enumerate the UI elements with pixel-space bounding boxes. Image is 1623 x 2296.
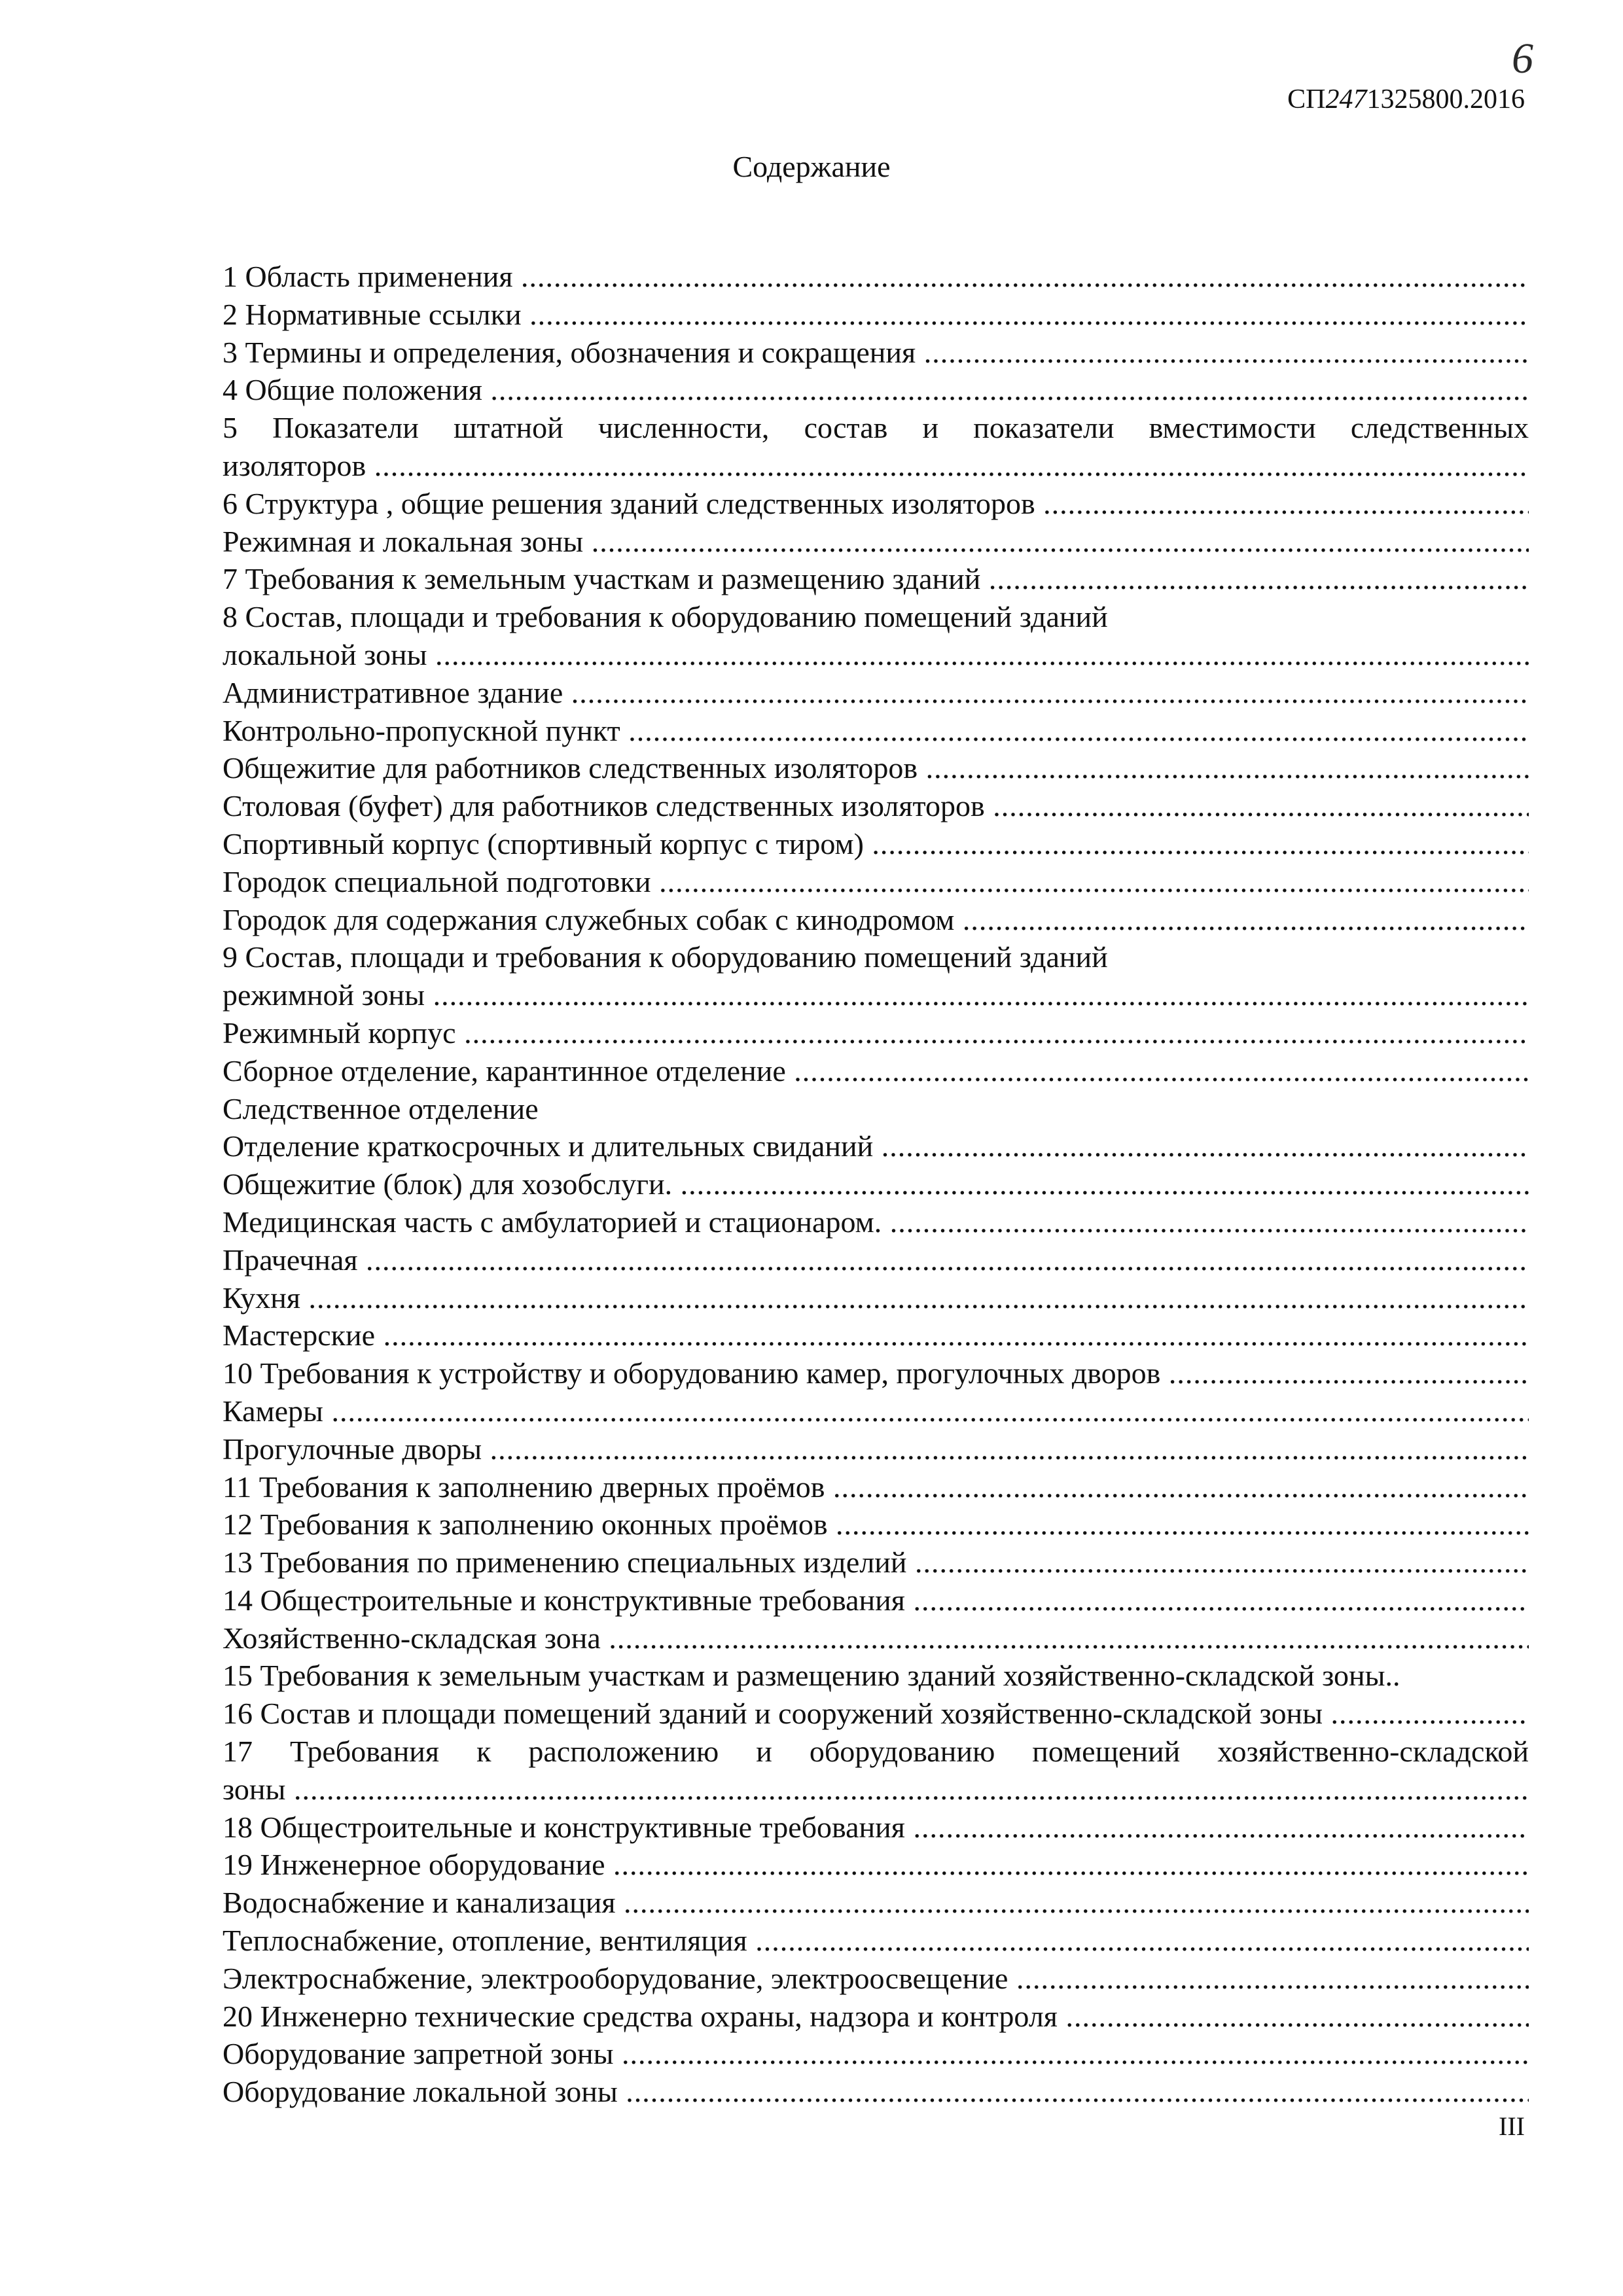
- roman-page-number: III: [1499, 2111, 1525, 2141]
- toc-entry: Камеры .....: [223, 1392, 1529, 1430]
- toc-entry: Сборное отделение, карантинное отделение .....: [223, 1052, 1529, 1090]
- toc-entry: Оборудование локальной зоны .....: [223, 2073, 1529, 2111]
- toc-entry: Контрольно-пропускной пункт .....: [223, 712, 1529, 750]
- toc-entry: Медицинская часть с амбулаторией и стационаром. .....: [223, 1203, 1529, 1241]
- toc-entry: Хозяйственно-складская зона .....: [223, 1619, 1529, 1657]
- document-code-handwritten: 247: [1325, 84, 1367, 115]
- toc-entry: 18 Общестроительные и конструктивные требования .....: [223, 1809, 1529, 1846]
- toc-entry: 2 Нормативные ссылки .....: [223, 296, 1529, 334]
- toc-entry: Столовая (буфет) для работников следственных изоляторов .....: [223, 787, 1529, 825]
- toc-entry: изоляторов .....: [223, 447, 1529, 485]
- handwritten-page-number: 6: [1512, 35, 1533, 82]
- toc-entry: 11 Требования к заполнению дверных проёмов .....: [223, 1468, 1529, 1506]
- toc-entry: 6 Структура , общие решения зданий следственных изоляторов .....: [223, 485, 1529, 523]
- toc-entry: Прогулочные дворы .....: [223, 1430, 1529, 1468]
- toc-entry: 9 Состав, площади и требования к оборудованию помещений зданий: [223, 940, 1108, 974]
- toc-entry: 14 Общестроительные и конструктивные требования .....: [223, 1581, 1529, 1619]
- toc-entry: Теплоснабжение, отопление, вентиляция .....: [223, 1922, 1529, 1960]
- toc-entry: Водоснабжение и канализация .....: [223, 1884, 1529, 1922]
- toc-entry: 8 Состав, площади и требования к оборудованию помещений зданий: [223, 600, 1108, 634]
- toc-entry: 3 Термины и определения, обозначения и сокращения .....: [223, 334, 1529, 372]
- toc-entry: Режимный корпус .....: [223, 1014, 1529, 1052]
- toc-entry: 15 Требования к земельным участкам и размещению зданий хозяйственно-складской зоны..: [223, 1659, 1400, 1693]
- page-title: Содержание: [732, 150, 891, 183]
- toc-entry: 17 Требования к расположению и оборудованию помещений хозяйственно-складской: [223, 1735, 1529, 1769]
- toc-entry: Оборудование запретной зоны .....: [223, 2035, 1529, 2073]
- toc-entry: Общежитие (блок) для хозобслуги. .....: [223, 1165, 1529, 1203]
- toc-entry: 13 Требования по применению специальных изделий .....: [223, 1544, 1529, 1581]
- toc-entry: 7 Требования к земельным участкам и размещению зданий .....: [223, 560, 1529, 598]
- toc-entry: Городок специальной подготовки .....: [223, 863, 1529, 901]
- toc-entry: 4 Общие положения .....: [223, 371, 1529, 409]
- toc-entry: 10 Требования к устройству и оборудованию камер, прогулочных дворов .....: [223, 1354, 1529, 1392]
- document-code-suffix: 1325800.2016: [1366, 84, 1525, 115]
- table-of-contents: [223, 258, 1529, 2111]
- document-code: [1287, 84, 1525, 115]
- toc-entry: Общежитие для работников следственных изоляторов .....: [223, 749, 1529, 787]
- toc-entry: режимной зоны .....: [223, 976, 1529, 1014]
- toc-entry: зоны .....: [223, 1771, 1529, 1809]
- toc-entry: Следственное отделение: [223, 1091, 539, 1125]
- toc-entry: Электроснабжение, электрооборудование, электроосвещение .....: [223, 1960, 1529, 1998]
- toc-entry: 1 Область применения .....: [223, 258, 1529, 296]
- toc-entry: Административное здание .....: [223, 674, 1529, 712]
- toc-entry: 20 Инженерно технические средства охраны, надзора и контроля .....: [223, 1998, 1529, 2036]
- toc-entry: Режимная и локальная зоны .....: [223, 523, 1529, 561]
- toc-entry: 12 Требования к заполнению оконных проёмов .....: [223, 1506, 1529, 1544]
- toc-entry: 16 Состав и площади помещений зданий и сооружений хозяйственно-складской зоны .....: [223, 1695, 1529, 1733]
- toc-entry: Городок для содержания служебных собак с кинодромом .....: [223, 901, 1529, 939]
- toc-entry: Спортивный корпус (спортивный корпус с тиром) .....: [223, 825, 1529, 863]
- toc-entry: локальной зоны .....: [223, 636, 1529, 674]
- toc-entry: Отделение краткосрочных и длительных свиданий .....: [223, 1127, 1529, 1165]
- toc-entry: 5 Показатели штатной численности, состав и показатели вместимости следственных: [223, 411, 1529, 445]
- toc-entry: 19 Инженерное оборудование .....: [223, 1846, 1529, 1884]
- toc-entry: Прачечная .....: [223, 1241, 1529, 1279]
- document-code-prefix: СП: [1287, 84, 1326, 115]
- toc-entry: Мастерские .....: [223, 1316, 1529, 1354]
- toc-entry: Кухня .....: [223, 1279, 1529, 1317]
